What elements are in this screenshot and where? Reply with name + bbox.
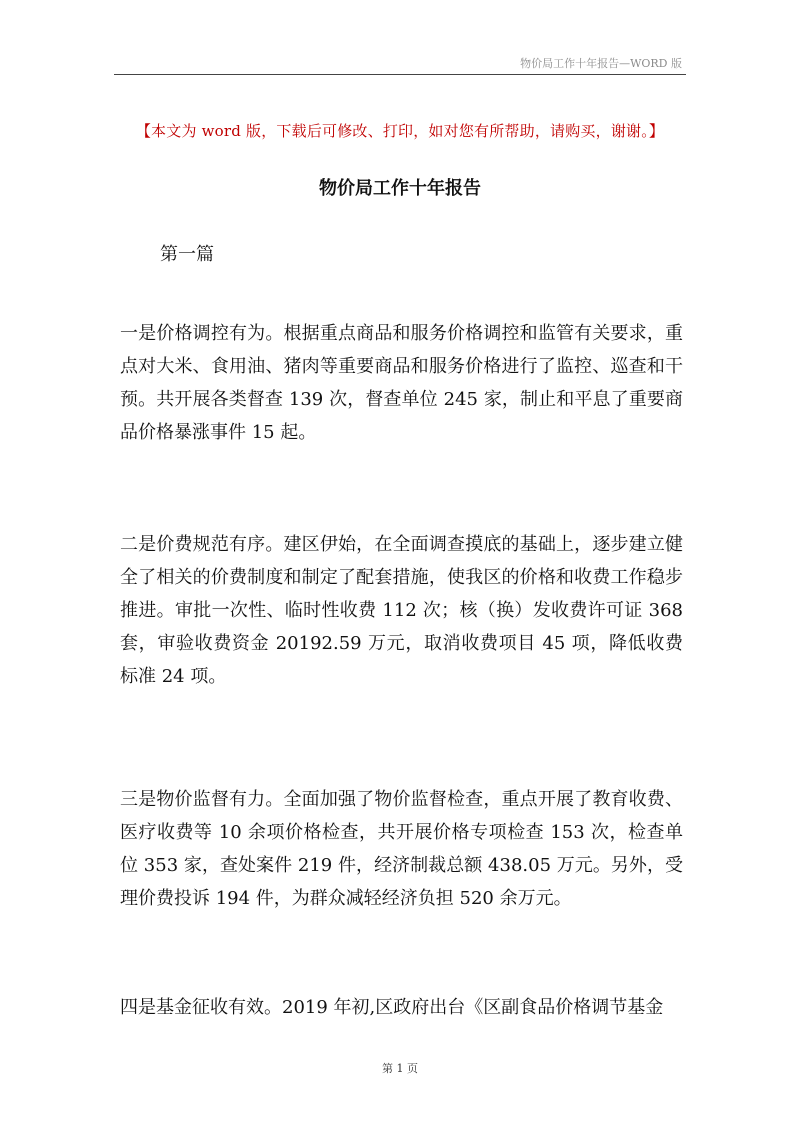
page-number: 第 1 页 [382, 1062, 418, 1075]
paragraph-price-control: 一是价格调控有为。根据重点商品和服务价格调控和监管有关要求，重点对大米、食用油、猪肉等重要商品和服务价格进行了监控、巡查和干预。共开展各类督查 139 次，督查单位 245 家，制止和平息了重要商品价格暴涨事件 15 起。 [120, 323, 683, 443]
paragraph-fund-collection: 四是基金征收有效。2019 年初,区政府出台《区副食品价格调节基金 [120, 997, 664, 1018]
purchase-notice: 【本文为 word 版，下载后可修改、打印，如对您有所帮助，请购买，谢谢。】 [135, 122, 665, 140]
document-title: 物价局工作十年报告 [319, 178, 481, 199]
paragraph-price-supervision: 三是物价监督有力。全面加强了物价监督检查，重点开展了教育收费、医疗收费等 10 余项价格检查，共开展价格专项检查 153 次，检查单位 353 家，查处案件 219 件，经济制裁总额 438.05 万元。另外，受理价费投诉 194 件，为群众减轻经济负担 520 余万元。 [120, 789, 683, 909]
header-title: 物价局工作十年报告—WORD 版 [520, 57, 682, 70]
paragraph-fee-regulation: 二是价费规范有序。建区伊始，在全面调查摸底的基础上，逐步建立健全了相关的价费制度和制定了配套措施，使我区的价格和收费工作稳步推进。审批一次性、临时性收费 112 次；核（换）发收费许可证 368 套，审验收费资金 20192.59 万元，取消收费项目 45 项，降低收费标准 24 项。 [120, 534, 683, 687]
header-divider [114, 74, 686, 75]
section-heading: 第一篇 [160, 244, 214, 265]
